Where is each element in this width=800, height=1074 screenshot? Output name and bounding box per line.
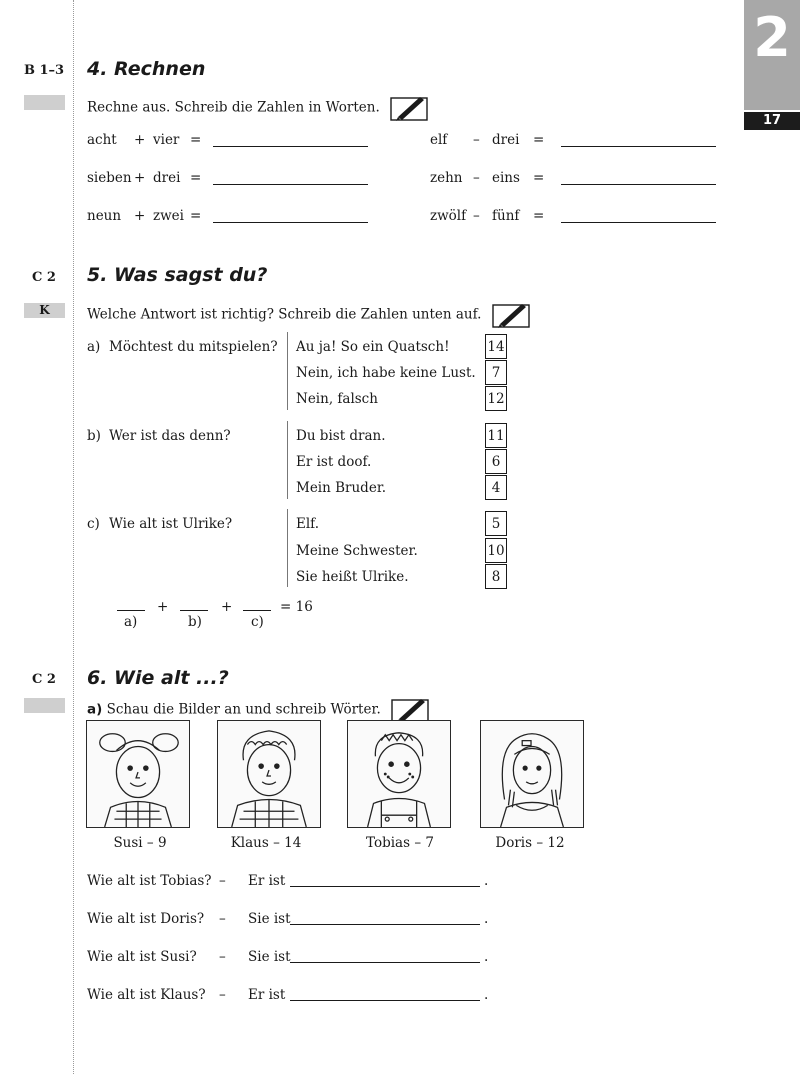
ex5-sum-label-a: a) xyxy=(124,614,138,630)
caption-tobias: Tobias – 7 xyxy=(366,835,434,851)
portrait-klaus xyxy=(217,720,321,828)
ex5-qa-number2: 7 xyxy=(485,360,507,385)
ex4-row6-op: – xyxy=(473,208,480,224)
pencil-writing-icon xyxy=(492,302,530,328)
ex5-sum-plus1: + xyxy=(157,599,169,615)
ex4-instruction-row xyxy=(87,95,428,121)
ex4-row2-op: + xyxy=(134,170,146,186)
ex5-qb-number2: 6 xyxy=(485,449,507,474)
ex4-row2-a: sieben xyxy=(87,170,132,186)
ex5-reference-code: C 2 xyxy=(32,270,56,285)
portrait-susi xyxy=(86,720,190,828)
ex4-row1-a: acht xyxy=(87,132,117,148)
ex6-line1-dash: – xyxy=(219,873,226,889)
ex6-line3-end: . xyxy=(484,949,489,965)
ex5-qb-text: Wer ist das denn? xyxy=(109,428,231,444)
page-number: 17 xyxy=(744,112,800,130)
caption-klaus: Klaus – 14 xyxy=(230,835,302,851)
ex6-line3-answer-line[interactable] xyxy=(290,962,480,963)
ex4-row4-a: elf xyxy=(430,132,448,148)
ex6-line2-dash: – xyxy=(219,911,226,927)
ex5-qb-answer3: Mein Bruder. xyxy=(296,480,387,496)
ex5-qc-number1: 5 xyxy=(485,511,507,536)
ex5-qa-label: a) xyxy=(87,339,101,355)
ex6-line1-start: Er ist xyxy=(248,873,286,889)
ex5-qa-divider xyxy=(287,332,288,410)
ex6-line4-end: . xyxy=(484,987,489,1003)
ex5-qc-answer1: Elf. xyxy=(296,516,319,532)
ex5-qb-number3: 4 xyxy=(485,475,507,500)
ex5-sum-blank-c[interactable] xyxy=(243,610,271,611)
ex6-line1-question: Wie alt ist Tobias? xyxy=(87,873,212,889)
ex4-row5-eq: = xyxy=(533,170,545,186)
ex5-qc-label: c) xyxy=(87,516,100,532)
margin-line xyxy=(73,0,74,1074)
ex4-row1-op: + xyxy=(134,132,146,148)
chapter-number: 2 xyxy=(753,6,791,69)
ex4-row4-b: drei xyxy=(492,132,520,148)
ex5-qc-answer2: Meine Schwester. xyxy=(296,543,418,559)
ex4-row3-eq: = xyxy=(190,208,202,224)
ex4-reference-code: B 1–3 xyxy=(23,63,65,78)
ex4-row1-eq: = xyxy=(190,132,202,148)
ex5-qc-number2: 10 xyxy=(485,538,507,563)
ex4-title: 4. Rechnen xyxy=(87,58,206,80)
ex6-line1-answer-line[interactable] xyxy=(290,886,480,887)
ex4-row4-answer-line[interactable] xyxy=(561,146,716,147)
ex4-row6-a: zwölf xyxy=(430,208,467,224)
girl-long-hair-drawing xyxy=(481,721,583,827)
ex5-sum-blank-a[interactable] xyxy=(117,610,145,611)
ex5-sum-label-c: c) xyxy=(251,614,264,630)
ex4-row4-eq: = xyxy=(533,132,545,148)
ex4-row3-a: neun xyxy=(87,208,122,224)
ex4-row5-a: zehn xyxy=(430,170,463,186)
ex4-row5-b: eins xyxy=(492,170,520,186)
caption-doris: Doris – 12 xyxy=(495,835,565,851)
boy-freckles-drawing xyxy=(348,721,450,827)
ex5-qa-number1: 14 xyxy=(485,334,507,359)
ex5-qc-number3: 8 xyxy=(485,564,507,589)
ex5-instruction-row xyxy=(87,302,530,328)
ex5-badge: K xyxy=(24,303,65,318)
ex6-line3-start: Sie ist xyxy=(248,949,291,965)
ex4-row3-b: zwei xyxy=(153,208,184,224)
ex6-reference-code: C 2 xyxy=(32,672,56,687)
ex4-row6-answer-line[interactable] xyxy=(561,222,716,223)
ex4-row6-b: fünf xyxy=(492,208,520,224)
ex4-row5-op: – xyxy=(473,170,480,186)
ex6-line4-answer-line[interactable] xyxy=(290,1000,480,1001)
portrait-doris xyxy=(480,720,584,828)
ex4-row2-answer-line[interactable] xyxy=(213,184,368,185)
ex6-title: 6. Wie alt ...? xyxy=(87,667,229,689)
ex6-instruction: Schau die Bilder an und schreib Wörter. xyxy=(106,701,381,718)
ex4-row3-answer-line[interactable] xyxy=(213,222,368,223)
ex5-qa-answer2: Nein, ich habe keine Lust. xyxy=(296,365,476,381)
chapter-tab xyxy=(744,0,800,110)
ex5-sum-blank-b[interactable] xyxy=(180,610,208,611)
ex5-qa-text: Möchtest du mitspielen? xyxy=(109,339,278,355)
ex5-qc-answer3: Sie heißt Ulrike. xyxy=(296,569,409,585)
ex4-row6-eq: = xyxy=(533,208,545,224)
boy-curly-hair-drawing xyxy=(218,721,320,827)
ex5-qc-text: Wie alt ist Ulrike? xyxy=(109,516,233,532)
pencil-writing-icon xyxy=(390,95,428,121)
ex6-line4-start: Er ist xyxy=(248,987,286,1003)
ex6-line4-question: Wie alt ist Klaus? xyxy=(87,987,206,1003)
ex6-line3-question: Wie alt ist Susi? xyxy=(87,949,197,965)
ex5-title: 5. Was sagst du? xyxy=(87,264,268,286)
portrait-tobias xyxy=(347,720,451,828)
ex6-instruction-label: a) xyxy=(87,701,103,718)
ex4-row1-answer-line[interactable] xyxy=(213,146,368,147)
girl-pigtails-drawing xyxy=(87,721,189,827)
ex5-qa-answer1: Au ja! So ein Quatsch! xyxy=(296,339,450,355)
ex6-line3-dash: – xyxy=(219,949,226,965)
ex6-line2-answer-line[interactable] xyxy=(290,924,480,925)
ex5-qb-label: b) xyxy=(87,428,101,444)
ex5-qb-answer2: Er ist doof. xyxy=(296,454,372,470)
ex4-row5-answer-line[interactable] xyxy=(561,184,716,185)
ex5-qa-number3: 12 xyxy=(485,386,507,411)
ex4-instruction: Rechne aus. Schreib die Zahlen in Worten. xyxy=(87,99,380,116)
ex6-line2-start: Sie ist xyxy=(248,911,291,927)
ex4-row3-op: + xyxy=(134,208,146,224)
ex5-qb-divider xyxy=(287,421,288,499)
ex4-row1-b: vier xyxy=(153,132,180,148)
ex6-line1-end: . xyxy=(484,873,489,889)
ex4-row2-eq: = xyxy=(190,170,202,186)
ex6-line4-dash: – xyxy=(219,987,226,1003)
ex5-sum-label-b: b) xyxy=(188,614,202,630)
caption-susi: Susi – 9 xyxy=(113,835,167,851)
ex5-qc-divider xyxy=(287,509,288,587)
ex4-row4-op: – xyxy=(473,132,480,148)
ex5-sum-result: = 16 xyxy=(280,599,313,615)
ex6-line2-end: . xyxy=(484,911,489,927)
ex5-instruction: Welche Antwort ist richtig? Schreib die Zahlen unten auf. xyxy=(87,306,482,323)
ex4-side-marker xyxy=(24,95,65,110)
ex6-line2-question: Wie alt ist Doris? xyxy=(87,911,205,927)
ex5-qb-answer1: Du bist dran. xyxy=(296,428,386,444)
ex5-qa-answer3: Nein, falsch xyxy=(296,391,378,407)
ex5-sum-plus2: + xyxy=(221,599,233,615)
ex6-side-marker xyxy=(24,698,65,713)
ex4-row2-b: drei xyxy=(153,170,181,186)
ex5-qb-number1: 11 xyxy=(485,423,507,448)
